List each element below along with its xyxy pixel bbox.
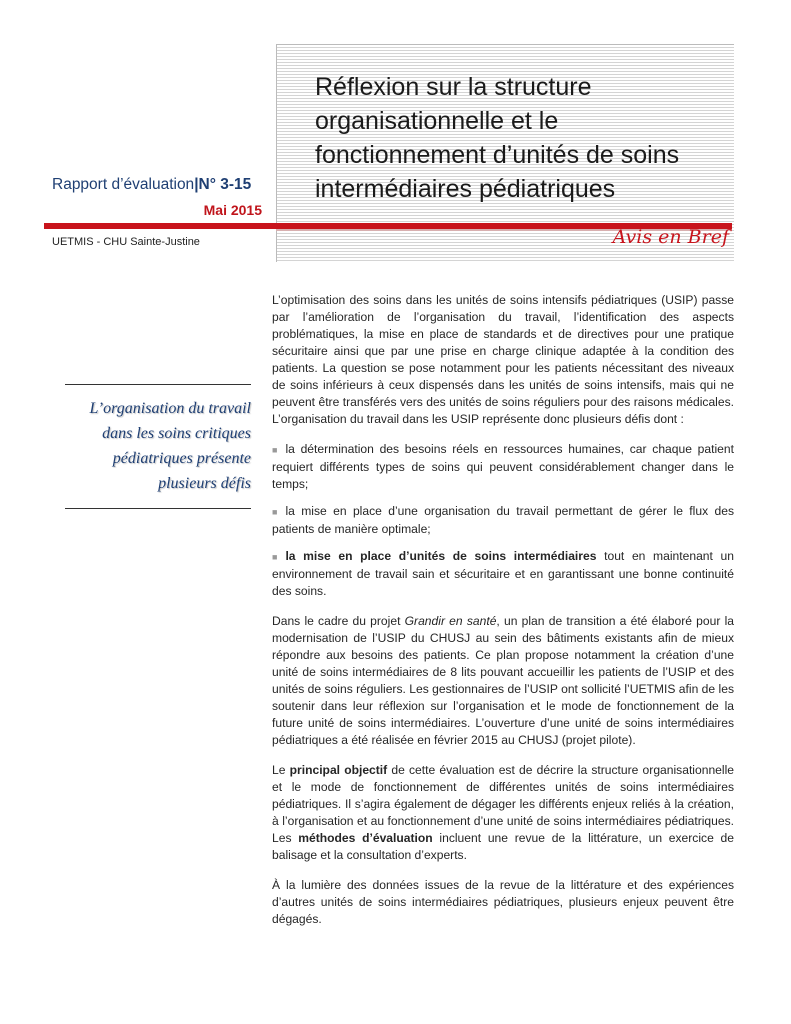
report-label: Rapport d’évaluation: [52, 176, 195, 193]
bullet-bold-text: la mise en place d’unités de soins intermédiaires: [285, 549, 597, 563]
square-bullet-icon: ■: [272, 445, 278, 455]
report-date: Mai 2015: [203, 202, 262, 218]
header-top-rule: [276, 44, 734, 45]
text-span: incluent une revue de la littérature, un exercice de balisage et la consultation d’experts.: [272, 831, 735, 862]
main-text: [272, 292, 734, 941]
conclusion-paragraph: À la lumière des données issues de la revue de la littérature et des expériences d’autres unités de soins intermédiaires pédiatriques, plusieurs enjeux peuvent être dégagés.: [272, 878, 734, 926]
project-name: Grandir en santé: [404, 614, 497, 628]
text-span: Dans le cadre du projet: [272, 614, 405, 628]
pull-quote-top-rule: [65, 384, 251, 385]
square-bullet-icon: ■: [272, 507, 278, 517]
square-bullet-icon: ■: [272, 552, 278, 562]
context-paragraph: [272, 613, 734, 749]
challenges-list: [272, 441, 734, 600]
objective-paragraph: [272, 762, 734, 864]
list-item: [272, 441, 734, 493]
bullet-text: la détermination des besoins réels en ressources humaines, car chaque patient requiert différents types de soins qui peuvent considérablement changer dans le temps;: [272, 442, 734, 491]
bullet-text: tout en maintenant un environnement de travail sain et sécuritaire et en garantissant une bonne continuité des soins.: [272, 549, 735, 598]
report-number: N° 3-15: [198, 176, 252, 193]
pull-quote-bottom-rule: [65, 508, 251, 509]
list-item: [272, 503, 734, 538]
bullet-text: la mise en place d’une organisation du travail permettant de gérer le flux des patients de manière optimale;: [272, 504, 734, 536]
report-info: [52, 176, 272, 194]
methods-label: méthodes d’évaluation: [298, 831, 433, 845]
avis-en-bref-label: Avis en Bref: [612, 226, 729, 248]
list-item: [272, 548, 734, 600]
text-span: Le: [272, 763, 290, 777]
text-span: de cette évaluation est de décrire la structure organisationnelle et le mode de fonctionnement de différentes unités de soins intermédiaires pédiatriques. Il s’agira également de dégager les différents enjeux reliés à la création, à l’organisation et au fonctionnement d’une unité de soins intermédiaires pédiatriques. Les: [272, 763, 735, 845]
text-span: , un plan de transition a été élaboré pour la modernisation de l’USIP du CHUSJ au sein des bâtiments existants afin de mieux répondre aux besoins des patients. Ce plan propose notamment la création d’une unité de soins intermédiaires de 8 lits pouvant accueillir les patients de l’USIP et des unités de soins réguliers. Les gestionnaires de l’USIP ont sollicité l’UETMIS afin de les soutenir dans leur réflexion sur l’organisation et le mode de fonctionnement de la future unité de soins intermédiaires. L’ouverture d’une unité de soins intermédiaires pédiatriques a été réalisée en février 2015 au CHUSJ (projet pilote).: [272, 614, 734, 747]
pull-quote: L’organisation du travail dans les soins critiques pédiatriques présente plusieurs défis: [89, 400, 251, 492]
intro-paragraph: L’optimisation des soins dans les unités de soins intensifs pédiatriques (USIP) passe par l’amélioration de l’organisation du travail, l’identification des aspects problématiques, la mise en place de standards et de directives pour une pratique sécuritaire ainsi que par une prise en charge clinique adaptée à la condition des patients. La question se pose notamment pour les patients nécessitant des niveaux de soins inférieurs à ceux dispensés dans les unités de soins intensifs, mais qui ne peuvent être transférés vers des unités de soins réguliers pour des raisons médicales. L’organisation du travail dans les USIP représente donc plusieurs défis dont :: [272, 293, 734, 426]
report-separator: |: [194, 176, 199, 193]
objective-label: principal objectif: [289, 763, 388, 777]
document-title: Réflexion sur la structure organisationnelle et le fonctionnement d’unités de soins intermédiaires pédiatriques: [315, 73, 680, 203]
organization-name: UETMIS - CHU Sainte-Justine: [52, 236, 200, 248]
